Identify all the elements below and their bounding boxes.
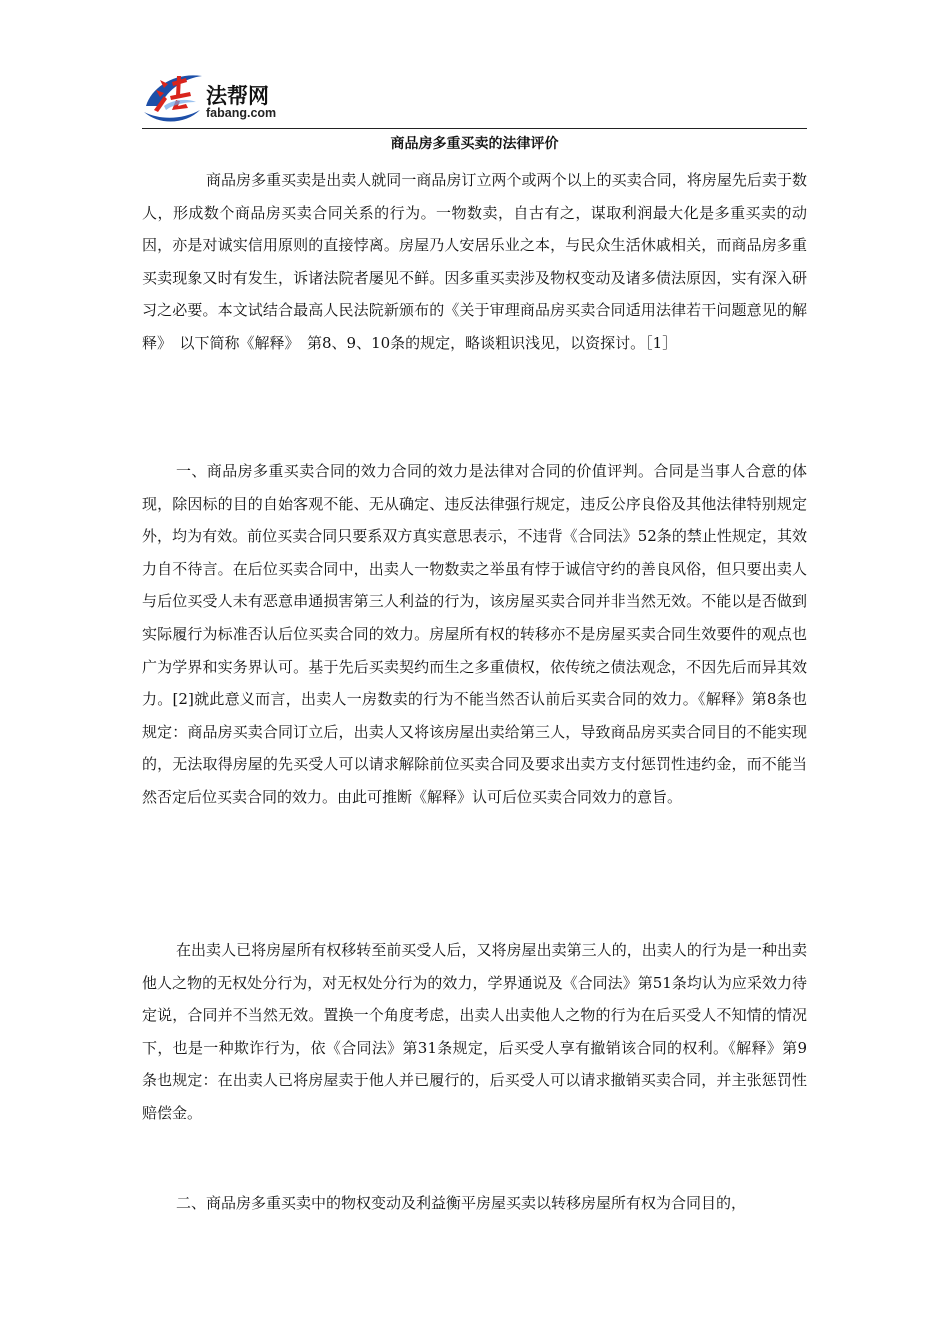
header-divider — [142, 128, 807, 129]
fabang-logo[interactable] — [142, 66, 312, 126]
fabang-logo-mark-icon — [142, 66, 206, 128]
paragraph-section-1: 一、商品房多重买卖合同的效力合同的效力是法律对合同的价值评判。合同是当事人合意的体现，除因标的目的自始客观不能、无从确定、违反法律强行规定，违反公序良俗及其他法律特别规定外，均为有效。前位买卖合同只要系双方真实意思表示，不违背《合同法》52条的禁止性规定，其效力自不待言。在后位买卖合同中，出卖人一物数卖之举虽有悖于诚信守约的善良风俗，但只要出卖人与后位买受人未有恶意串通损害第三人利益的行为，该房屋买卖合同并非当然无效。不能以是否做到实际履行为标准否认后位买卖合同的效力。房屋所有权的转移亦不是房屋买卖合同生效要件的观点也广为学界和实务界认可。基于先后买卖契约而生之多重债权，依传统之债法观念，不因先后而异其效力。[2]就此意义而言，出卖人一房数卖的行为不能当然否认前后买卖合同的效力。《解释》第8条也规定：商品房买卖合同订立后，出卖人又将该房屋出卖给第三人，导致商品房买卖合同目的不能实现的，无法取得房屋的先买受人可以请求解除前位买卖合同及要求出卖方支付惩罚性违约金，而不能当然否定后位买卖合同的效力。由此可推断《解释》认可后位买卖合同效力的意旨。 — [142, 462, 807, 806]
document-title: 商品房多重买卖的法律评价 — [390, 136, 559, 152]
logo-brand-name: 法帮网 — [206, 84, 269, 108]
logo-domain: fabang.com — [206, 106, 277, 120]
paragraph-section-1-continued: 在出卖人已将房屋所有权移转至前买受人后，又将房屋出卖第三人的，出卖人的行为是一种出卖他人之物的无权处分行为，对无权处分行为的效力，学界通说及《合同法》第51条均认为应采效力待定说，合同并不当然无效。置换一个角度考虑，出卖人出卖他人之物的行为在后买受人不知情的情况下，也是一种欺诈行为，依《合同法》第31条规定，后买受人享有撤销该合同的权利。《解释》第9条也规定：在出卖人已将房屋卖于他人并已履行的，后买受人可以请求撤销买卖合同，并主张惩罚性赔偿金。 — [142, 941, 807, 1122]
paragraph-intro: 商品房多重买卖是出卖人就同一商品房订立两个或两个以上的买卖合同，将房屋先后卖于数人，形成数个商品房买卖合同关系的行为。一物数卖，自古有之，谋取利润最大化是多重买卖的动因，亦是对诚实信用原则的直接悖离。房屋乃人安居乐业之本，与民众生活休戚相关，而商品房多重买卖现象又时有发生，诉诸法院者屡见不鲜。因多重买卖涉及物权变动及诸多债法原因，实有深入研习之必要。本文试结合最高人民法院新颁布的《关于审理商品房买卖合同适用法律若干问题意见的解释》 以下简称《解释》 第8、9、10条的规定，略谈粗识浅见，以资探讨。［1］ — [142, 171, 807, 352]
paragraph-section-2: 二、商品房多重买卖中的物权变动及利益衡平房屋买卖以转移房屋所有权为合同目的， — [176, 1194, 747, 1212]
